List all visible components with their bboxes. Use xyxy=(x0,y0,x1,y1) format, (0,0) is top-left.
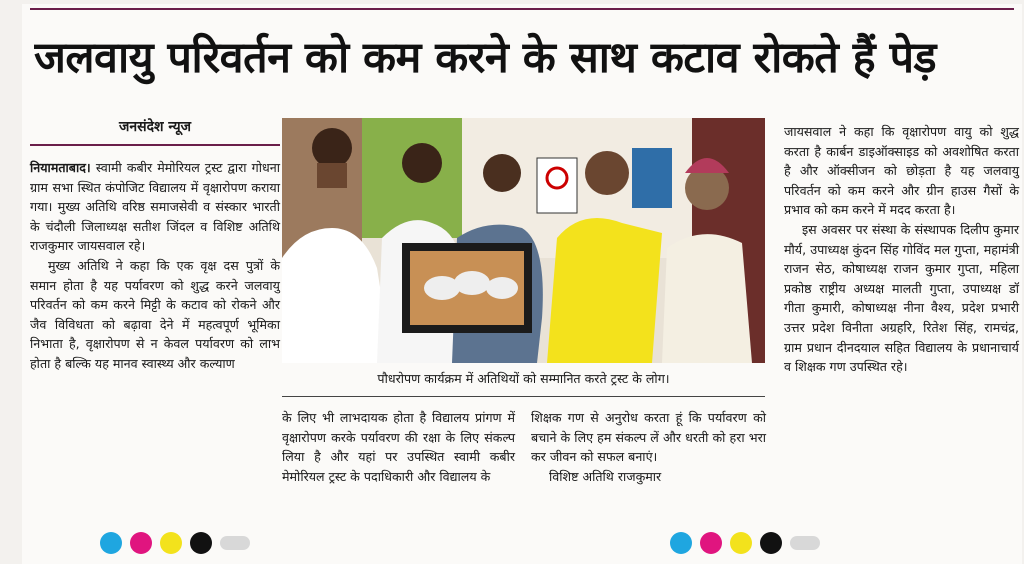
newspaper-page xyxy=(22,4,1022,564)
cyan-dot xyxy=(100,532,122,554)
yellow-dot xyxy=(730,532,752,554)
paragraph-attendees: इस अवसर पर संस्था के संस्थापक दिलीप कुमार मौर्य, उपाध्यक्ष कुंदन सिंह गोविंद मल गुप्ता, महामंत्री राजन सेठ, कोषाध्यक्ष राजन कुमार गुप्ता, महिला प्रकोष्ठ राष्ट्रीय अध्यक्ष मालती गुप्ता, उपाध्यक्ष डॉ गीता कुमारी, कोषाध्यक्ष नीना वैश्य, प्रदेश प्रभारी उत्तर प्रदेश विनीता अग्रहरि, रितेश सिंह, रामचंद्र, ग्राम प्रधान दीनदयाल सहित विद्यालय के प्रधानाचार्य व शिक्षक गण उपस्थित रहे। xyxy=(784,221,1019,375)
caption-rule xyxy=(282,396,765,397)
top-rule xyxy=(30,8,1014,10)
article-column-4 xyxy=(784,122,1019,377)
registration-marks-right xyxy=(670,532,820,554)
paragraph-chief-guest: मुख्य अतिथि ने कहा कि एक वृक्ष दस पुत्रों के समान होता है यह पर्यावरण को शुद्ध करने जलवायु परिवर्तन को कम करने मिट्टी के कटाव को रोकने और जैव विविधता को बढ़ावा देने में महत्वपूर्ण भूमिका निभाता है, वृक्षारोपण से न केवल पर्यावरण को लाभ होता है बल्कि यह मानव स्वास्थ्य और कल्याण xyxy=(30,257,280,371)
paragraph-intro xyxy=(30,158,280,256)
paragraph-intro-text: स्वामी कबीर मेमोरियल ट्रस्ट द्वारा गोधना ग्राम सभा स्थित कंपोजिट विद्यालय में वृक्षारोपण कराया गया। मुख्य अतिथि वरिष्ठ समाजसेवी व संस्कार भारती के चंदौली जिलाध्यक्ष सतीश जिंदल व विशिष्ट अतिथि राजकुमार जायसवाल रहे। xyxy=(30,160,280,254)
magenta-dot xyxy=(700,532,722,554)
article-photo xyxy=(282,118,765,363)
article-column-1 xyxy=(30,158,280,374)
cyan-dot xyxy=(670,532,692,554)
black-dot xyxy=(190,532,212,554)
grey-pill xyxy=(790,536,820,550)
grey-pill xyxy=(220,536,250,550)
paragraph-special-guest: विशिष्ट अतिथि राजकुमार xyxy=(549,468,662,484)
byline-rule xyxy=(30,144,280,146)
byline: जनसंदेश न्यूज xyxy=(118,119,192,135)
magenta-dot xyxy=(130,532,152,554)
yellow-dot xyxy=(160,532,182,554)
article-column-3 xyxy=(531,408,766,486)
paragraph-jaiswal: जायसवाल ने कहा कि वृक्षारोपण वायु को शुद्ध करता है कार्बन डाइऑक्साइड को अवशोषित करता है और ऑक्सीजन को छोड़ता है यह जलवायु परिवर्तन को कम करने और ग्रीन हाउस गैसों के प्रभाव को कम करने में मदद करता है। xyxy=(784,124,1019,218)
registration-marks-left xyxy=(100,532,250,554)
black-dot xyxy=(760,532,782,554)
photo-caption: पौधरोपण कार्यक्रम में अतिथियों को सम्मानित करते ट्रस्ट के लोग। xyxy=(377,371,670,386)
article-column-2 xyxy=(282,408,515,486)
headline: जलवायु परिवर्तन को कम करने के साथ कटाव रोकते हैं पेड़ xyxy=(34,33,937,83)
paragraph-request: शिक्षक गण से अनुरोध करता हूं कि पर्यावरण को बचाने के लिए हम संकल्प लें और धरती को हरा भरा कर जीवन को सफल बनाएं। xyxy=(531,410,766,465)
dateline: नियामताबाद। xyxy=(30,160,91,175)
photo-illustration xyxy=(282,118,765,363)
paragraph-continued: के लिए भी लाभदायक होता है विद्यालय प्रांगण में वृक्षारोपण करके पर्यावरण की रक्षा के लिए संकल्प लिया है और यहां पर उपस्थित स्वामी कबीर मेमोरियल ट्रस्ट के पदाधिकारी और विद्यालय के xyxy=(282,410,515,484)
